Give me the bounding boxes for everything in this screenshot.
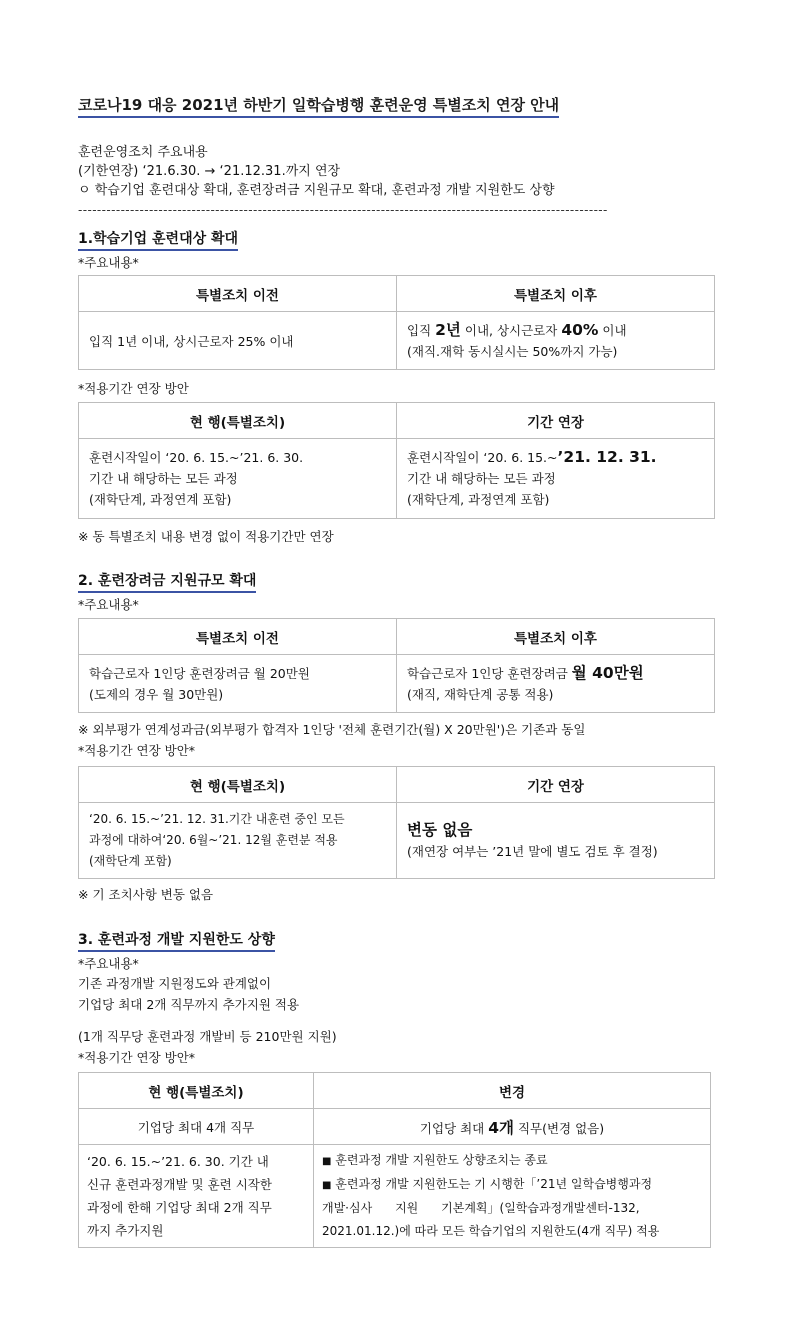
intro-line-2: (기한연장) ‘21.6.30. → ‘21.12.31.까지 연장 [78,164,341,179]
section-1-note: ※ 동 특별조치 내용 변경 없이 적용기간만 연장 [78,529,334,544]
table-header: 기간 연장 [397,403,715,439]
section-2-table-2 [78,766,715,879]
table-cell: 학습근로자 1인당 훈련장려금 월 20만원 (도제의 경우 월 30만원) [79,655,397,713]
section-3-heading: 3. 훈련과정 개발 지원한도 상향 [78,929,275,952]
section-3-line-1: 기존 과정개발 지원정도와 관계없이 [78,976,272,991]
table-header: 현 행(특별조치) [79,767,397,803]
table-cell: 훈련시작일이 ‘20. 6. 15.~’21. 12. 31. 기간 내 해당하는 모든 과정 (재학단계, 과정연계 포함) [397,439,715,519]
section-1-heading: 1.학습기업 훈련대상 확대 [78,228,238,251]
table-cell: ■ 훈련과정 개발 지원한도 상향조치는 종료 ■ 훈련과정 개발 지원한도는 기 시행한「’21년 일학습병행과정 개발·심사 지원 기본계획」(일학습과정개발센터-132, 2021.01.12.)에 따라 모든 학습기업의 지원한도(4개 직무) 적용 [314,1145,711,1248]
intro-line-1: 훈련운영조치 주요내용 [78,145,208,160]
section-2-heading: 2. 훈련장려금 지원규모 확대 [78,570,256,593]
table-cell: 입직 2년 이내, 상시근로자 40% 이내 (재직.재학 동시실시는 50%까지 가능) [397,312,715,370]
bullet-square-icon: ■ [322,1180,332,1191]
table-header: 기간 연장 [397,767,715,803]
intro-line-3: ㅇ 학습기업 훈련대상 확대, 훈련장려금 지원규모 확대, 훈련과정 개발 지원한도 상향 [78,183,555,198]
table-header: 특별조치 이전 [79,276,397,312]
section-1-sub-period: *적용기간 연장 방안 [78,381,189,396]
table-cell: 기업당 최대 4개 직무(변경 없음) [314,1109,711,1145]
table-cell: 변동 없음 (재연장 여부는 ’21년 말에 별도 검토 후 결정) [397,803,715,879]
section-3-sub-period: *적용기간 연장 방안* [78,1050,196,1065]
table-cell: 훈련시작일이 ‘20. 6. 15.~’21. 6. 30. 기간 내 해당하는 모든 과정 (재학단계, 과정연계 포함) [79,439,397,519]
section-2-note-2: ※ 기 조치사항 변동 없음 [78,887,214,902]
table-header: 변경 [314,1073,711,1109]
section-2-sub-main: *주요내용* [78,597,139,612]
section-3-line-2: 기업당 최대 2개 직무까지 추가지원 적용 [78,997,300,1012]
section-3-table [78,1072,711,1248]
section-3-sub-main: *주요내용* [78,956,139,971]
section-1-sub-main: *주요내용* [78,255,139,270]
section-3-line-3: (1개 직무당 훈련과정 개발비 등 210만원 지원) [78,1029,337,1044]
document-title: 코로나19 대응 2021년 하반기 일학습병행 훈련운영 특별조치 연장 안내 [78,94,559,118]
table-header: 특별조치 이후 [397,276,715,312]
table-header: 특별조치 이전 [79,619,397,655]
section-2-note-1: ※ 외부평가 연계성과금(외부평가 합격자 1인당 '전체 훈련기간(월) X 20만원')은 기존과 동일 [78,722,586,737]
table-cell: ‘20. 6. 15.~’21. 6. 30. 기간 내 신규 훈련과정개발 및 훈련 시작한 과정에 한해 기업당 최대 2개 직무 까지 추가지원 [79,1145,314,1248]
table-header: 현 행(특별조치) [79,403,397,439]
divider-line: ---------------------------------------------------------------------------------------------------------------- [78,203,608,217]
table-header: 특별조치 이후 [397,619,715,655]
section-1-table-2 [78,402,715,519]
section-2-table-1 [78,618,715,713]
bullet-square-icon: ■ [322,1156,332,1167]
section-2-sub-period: *적용기간 연장 방안* [78,743,196,758]
table-header: 현 행(특별조치) [79,1073,314,1109]
table-cell: 입직 1년 이내, 상시근로자 25% 이내 [79,312,397,370]
section-1-table-1 [78,275,715,370]
table-cell: ‘20. 6. 15.~’21. 12. 31.기간 내훈련 중인 모든 과정에 대하여‘20. 6월~’21. 12월 훈련분 적용 (재학단계 포함) [79,803,397,879]
table-cell: 기업당 최대 4개 직무 [79,1109,314,1145]
table-cell: 학습근로자 1인당 훈련장려금 월 40만원 (재직, 재학단계 공통 적용) [397,655,715,713]
